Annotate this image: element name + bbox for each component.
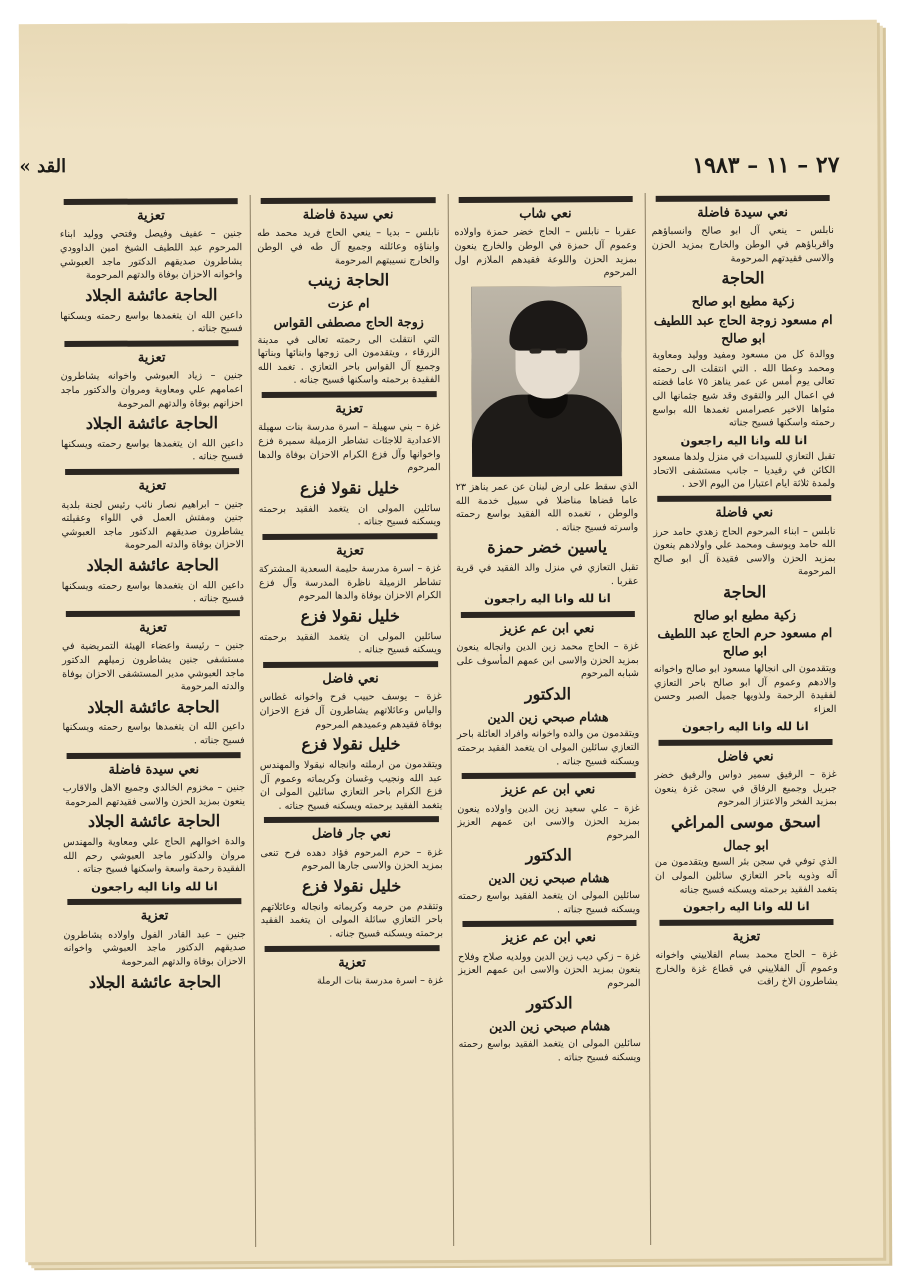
- notice-title: نعي ابن عم عزيز: [502, 930, 597, 946]
- divider-rule: [462, 920, 636, 927]
- notice-text: غزة – بني سهيلة – اسرة مدرسة بنات سهيلة الاعدادية للاجئات تشاطر الزميلة سميرة فزع واخوانها وآل فزع الكرام الاحزان بوفاة والدها المرحوم: [258, 421, 441, 474]
- deceased-subtitle: زكية مطيع ابو صالح: [691, 293, 795, 309]
- divider-rule: [458, 196, 632, 203]
- notice-text: غزة – يوسف حبيب فرح واخوانه غطاس والياس وعائلاتهم يشاطرون آل فزع الاحزان بوفاة فقيدهم وعميدهم المرحوم: [259, 691, 442, 731]
- notice-title: نعي سيدة فاضلة: [697, 205, 789, 221]
- column-2: [447, 193, 642, 1246]
- obituary-notice: [454, 196, 637, 281]
- notice-text: تقبل التعازي للسيدات في منزل ولدها مسعود الكائن في رفيديا – جانب مستشفى الاتحاد ولمدة ثلاثة ايام اعتبارا من اليوم الاحد .: [652, 451, 836, 491]
- obituary-notice: [458, 920, 641, 1065]
- portrait-photo: [471, 286, 622, 477]
- notice-title: نعي جار فاضل: [311, 826, 391, 843]
- notice-title: تعزية: [137, 208, 165, 224]
- deceased-subtitle: ام عزت: [327, 295, 370, 311]
- masthead: « القد: [19, 156, 67, 178]
- divider-rule: [263, 533, 437, 540]
- deceased-name: الدكتور: [526, 993, 573, 1014]
- divider-rule: [67, 752, 241, 759]
- notice-text: والدة اخوالهم الحاج علي ومعاوية والمهندس مروان والدكتور ماجد العبوشي رحم الله الفقيدة رحمة واسعة واسكنها فسيح جناته .: [63, 836, 246, 876]
- notice-text: داعين الله ان يتغمدها بواسع رحمته ويسكنها فسيح جناته .: [61, 579, 245, 605]
- deceased-name: الحاجة عائشة الجلاد: [85, 285, 218, 305]
- notice-text: نابلس – ابناء المرحوم الحاج زهدي حامد حرز الله حامد ويوسف ومحمد علي واولادهم ينعون بمزيد الحزن والاسى فقيدة آل ابو صالح المرحومة: [653, 525, 836, 578]
- columns: [54, 192, 839, 1248]
- obituary-notice: [259, 661, 442, 813]
- notice-text: داعين الله ان يتغمدها بواسع رحمته ويسكنها فسيح جناته .: [62, 721, 245, 747]
- notice-closing: انا لله وانا اليه راجعون: [681, 719, 809, 735]
- obituary-notice: [63, 752, 246, 895]
- deceased-subtitle: زكية مطيع ابو صالح: [693, 606, 797, 623]
- notice-text: جنين – عفيف وفيصل وفتحي ووليد ابناء المرحوم عبد اللطيف الشيخ امين الداوودي يشاطرون صديقهم الدكتور ماجد العبوشي واخوانه الاحزان بوفاة والدتهم المرحومة: [59, 228, 243, 282]
- notice-text: ويتقدمون من ارملته وانجاله نيقولا والمهندس عبد الله ونجيب وغسان وكريماته وعموم آل فزع الكرام باحر التعازي سائلين المولى ان يتغمد الفقيد برحمته ويسكنه فسيح جناته .: [259, 759, 443, 812]
- obituary-notice: [261, 945, 443, 989]
- newspaper-page: [19, 20, 883, 1262]
- obituary-notice: [61, 468, 244, 607]
- issue-date: ٢٧ – ١١ – ١٩٨٣: [692, 151, 840, 179]
- column-4: [54, 195, 248, 1248]
- notice-title: نعي ابن عم عزيز: [501, 782, 596, 798]
- obituary-notice: [456, 611, 639, 770]
- notice-text: الذي سقط على ارض لبنان عن عمر يناهز ٢٣ عاما قضاها مناضلا في سبيل خدمة الله والوطن ، تغمده الله الفقيد بواسع رحمته واسرته فسيح جناته .: [455, 480, 639, 534]
- notice-title: تعزية: [338, 955, 366, 971]
- obituary-notice: [63, 898, 246, 994]
- notice-title: تعزية: [140, 908, 169, 924]
- notice-text: غزة – الحاج محمد زين الدين وانجاله ينعون بمزيد الحزن والاسى ابن عمهم المأسوف على شبابه المرحوم: [456, 641, 639, 680]
- notice-text: سائلين المولى ان يتغمد الفقيد برحمته ويسكنه فسيح جناته .: [258, 502, 441, 528]
- notice-text: ووالدة كل من مسعود ومفيد ووليد ومعاوية ومحمد وعطا الله . التي انتقلت الى رحمته تعالى يوم أمس عن عمر يناهز ٧٥ عاما قضته في اعمال البر والتقوى وقد شيع جثمانها الى مثواها الاخير عصرامس تغمدها الله بواسع رحمته واسكنها فسيح جناته: [652, 349, 835, 429]
- deceased-relation: زوجة الحاج مصطفى القواس: [273, 313, 424, 330]
- obituary-notice: [653, 495, 837, 736]
- obituary-notice: [655, 919, 838, 990]
- deceased-name: الدكتور: [525, 845, 572, 866]
- notice-text: غزة – زكي ديب زين الدين وولديه صلاح وفلاح ينعون بمزيد الحزن والاسى ابن عمهم العزيز المرحوم: [458, 950, 641, 989]
- notice-title: نعي فاضل: [717, 748, 774, 765]
- divider-rule: [461, 772, 635, 779]
- obituary-notice: [258, 391, 441, 530]
- notice-title: تعزية: [335, 401, 364, 417]
- divider-rule: [66, 610, 240, 617]
- column-1: [644, 192, 839, 1245]
- obituary-notice: [60, 198, 243, 337]
- deceased-name: خليل نقولا فزع: [301, 734, 401, 755]
- deceased-name: الحاجة عائشة الجلاد: [87, 696, 220, 717]
- deceased-name: الحاجة عائشة الجلاد: [86, 555, 219, 575]
- deceased-name: خليل نقولا فزع: [299, 478, 400, 498]
- notice-text: الذي توفي في سجن بئر السبع ويتقدمون من آله وذويه باحر التعازي سائلين المولى ان يتغمد الفقيد برحمته ويسكنه فسيح جناته: [654, 856, 838, 896]
- obituary-notice: [259, 533, 442, 658]
- notice-title: نعي سيدة فاضلة: [302, 207, 394, 223]
- notice-title: نعي فاضلة: [715, 505, 774, 521]
- notice-text: عقربا – نابلس – الحاج خضر حمزة واولاده وعموم آل حمزة في الوطن والخارج ينعون بمزيد الحزن واللوعة فقيدهم الملازم اول المرحوم: [454, 226, 637, 279]
- divider-rule: [655, 195, 829, 202]
- deceased-name: خليل نقولا فزع: [301, 876, 402, 896]
- divider-rule: [265, 945, 439, 952]
- notice-text: نابلس – ينعي آل ابو صالح وانسباؤهم واقرباؤهم في الوطن والخارج بمزيد الحزن والاسى فقيدتهم المرحومة: [651, 225, 835, 265]
- divider-rule: [659, 919, 833, 926]
- deceased-subtitle: هشام صبحي زين الدين: [489, 1018, 611, 1034]
- deceased-name: خليل نقولا فزع: [300, 606, 400, 626]
- notice-title: نعي شاب: [519, 206, 572, 222]
- deceased-name: الحاجة زينب: [307, 270, 390, 291]
- deceased-name: الدكتور: [524, 684, 572, 704]
- notice-title: تعزية: [139, 620, 167, 636]
- obituary-notice: [62, 610, 245, 749]
- deceased-name: الحاجة عائشة الجلاد: [87, 811, 221, 832]
- divider-rule: [657, 495, 831, 502]
- obituary-notice: [654, 739, 837, 916]
- notice-text: جنين – ابراهيم نصار نائب رئيس لجنة بلدية جنين ومفتش العمل في اللواء وعقيلته يشاطرون صديقهم الدكتور ماجد العبوشي الاحزان بوفاة والدته المرحومة: [61, 498, 244, 552]
- notice-text: داعين الله ان يتغمدها بواسع رحمته ويسكنها فسيح جناته .: [60, 309, 243, 335]
- notice-text: جنين – رئيسة واعضاء الهيئة التمريضية في مستشفى جنين يشاطرون زميلهم الدكتور ماجد العبوشي مدير المستشفى الاحزان بوفاة والدته المرحومة: [61, 640, 245, 693]
- notice-text: غزة – علي سعيد زين الدين واولاده ينعون بمزيد الحزن والاسى ابن عمهم العزيز المرحوم: [457, 802, 640, 842]
- divider-rule: [64, 340, 238, 347]
- notice-title: تعزية: [336, 543, 364, 559]
- divider-rule: [262, 391, 436, 398]
- deceased-subtitle: هشام صبحي زين الدين: [488, 870, 610, 886]
- notice-text: جنين – زياد العبوشي واخوانه يشاطرون اعمامهم علي ومعاوية ومروان والدكتور ماجد احزانهم بوفاة والدتهم المرحومة: [60, 370, 244, 410]
- notice-title: تعزية: [137, 350, 166, 366]
- notice-closing: انا لله وانا اليه راجعون: [91, 879, 218, 894]
- notice-title: نعي ابن عم عزيز: [500, 620, 595, 637]
- notice-closing: انا لله وانا اليه راجعون: [680, 433, 808, 448]
- obituary-notice: [457, 772, 640, 917]
- divider-rule: [65, 468, 239, 475]
- notice-text: غزة – الرفيق سمير دواس والرفيق خضر جبريل وجميع الرفاق في سجن غزة ينعون بمزيد الفخر والاعتزاز المرحوم: [654, 769, 837, 808]
- notice-text: غزة – حرم المرحوم فؤاد دهده فرح تنعى بمزيد الحزن والاسى جارها المرحوم: [260, 846, 443, 873]
- notice-title: نعي سيدة فاضلة: [108, 762, 200, 778]
- deceased-subtitle: هشام صبحي زين الدين: [487, 708, 609, 725]
- divider-rule: [264, 816, 438, 823]
- notice-closing: انا لله وانا اليه راجعون: [484, 591, 611, 607]
- divider-rule: [658, 739, 832, 746]
- notice-text: غزة – الحاج محمد بسام الفلاييني واخوانه وعموم آل الفلاييني في قطاع غزة والخارج يشاطرون الاخ رافت: [655, 949, 838, 988]
- deceased-subtitle: ابو جمال: [723, 837, 769, 853]
- notice-text: جنين – مخزوم الخالدي وجميع الاهل والاقارب ينعون بمزيد الحزن والاسى فقيدتهم المرحومة: [62, 782, 246, 808]
- notice-text: ويتقدمون من والده واخوانه وافراد العائلة باحر التعازي سائلين المولى ان يتغمد الفقيد برحمته ويسكنه فسيح جناته .: [456, 728, 640, 768]
- obituary-notice: [260, 816, 443, 941]
- deceased-name: الحاجة: [721, 268, 765, 288]
- notice-text: نابلس – بديا – ينعي الحاج فريد محمد طه وابناؤه وعائلته وجميع آل طه في الوطن والخارج نسيبتهم المرحومة: [257, 227, 440, 267]
- notice-text: ويتقدمون الى انجالها مسعود ابو صالح واخوانه والادهم وعموم آل ابو صالح باحر التعازي لفقيدة الرحمة ولذويها جميل الصبر وحسن العزاء: [653, 662, 837, 715]
- deceased-name: اسحق موسى المراغي: [670, 812, 821, 832]
- deceased-name: الحاجة عائشة الجلاد: [85, 413, 219, 434]
- notice-text: غزة – اسرة مدرسة حليمة السعدية المشتركة تشاطر الزميلة ناظرة المدرسة وآل فزع الكرام الاحزان بوفاة والدها المرحوم: [258, 563, 442, 603]
- divider-rule: [67, 898, 241, 905]
- obituary-notice: [257, 197, 440, 388]
- notice-text: وتتقدم من حرمه وكريماته وانجاله وعائلاتهم باحر التعازي سائلة المولى ان يتغمد الفقيد برحمته ويسكنه فسيح جناته .: [260, 900, 444, 940]
- deceased-name: الحاجة: [723, 582, 767, 602]
- divider-rule: [64, 198, 238, 205]
- notice-closing: انا لله وانا اليه راجعون: [682, 899, 810, 915]
- notice-text: داعين الله ان يتغمدها بواسع رحمته ويسكنها فسيح جناته .: [60, 437, 244, 463]
- divider-rule: [261, 197, 435, 204]
- notice-text: تقبل التعازي في منزل والد الفقيد في قرية عقربا .: [456, 562, 639, 587]
- notice-text: غزة – اسرة مدرسة بنات الرملة: [316, 975, 444, 987]
- notice-text: سائلين المولى ان يتغمد الفقيد بواسع رحمته ويسكنه فسيح جناته .: [457, 889, 641, 915]
- deceased-relation: ام مسعود زوجة الحاج عبد اللطيف ابو صالح: [653, 311, 833, 346]
- divider-rule: [263, 661, 437, 668]
- page-header: [19, 152, 877, 186]
- notice-text: سائلين المولى ان يتغمد الفقيد برحمته ويسكنه فسيح جناته .: [259, 630, 442, 656]
- notice-title: تعزية: [138, 478, 167, 494]
- notice-text: سائلين المولى ان يتغمد الفقيد بواسع رحمته ويسكنه فسيح جناته .: [458, 1037, 641, 1063]
- deceased-name: الحاجة عائشة الجلاد: [88, 971, 222, 992]
- notice-title: نعي فاضل: [322, 671, 379, 687]
- notice-text: التي انتقلت الى رحمته تعالى في مدينة الزرقاء ، ويتقدمون الى زوجها وابنائها وبناتها وجميع آل القواس باحر التعازي . تغمد الله الفقيدة برحمته واسكنها فسيح جناته .: [257, 333, 441, 387]
- obituary-notice: [651, 195, 835, 492]
- notice-text: جنين – عبد القادر الفول واولاده يشاطرون صديقهم الدكتور ماجد العبوشي واخوانه الاحزان بوفاة والدتهم المرحومة: [63, 928, 246, 968]
- deceased-relation: ام مسعود حرم الحاج عبد اللطيف ابو صالح: [657, 625, 833, 659]
- notice-title: تعزية: [732, 928, 761, 945]
- divider-rule: [460, 611, 634, 618]
- deceased-name: ياسين خضر حمزة: [487, 537, 608, 558]
- obituary-notice: [60, 340, 243, 465]
- obituary-notice: [455, 286, 639, 608]
- column-3: [250, 194, 445, 1247]
